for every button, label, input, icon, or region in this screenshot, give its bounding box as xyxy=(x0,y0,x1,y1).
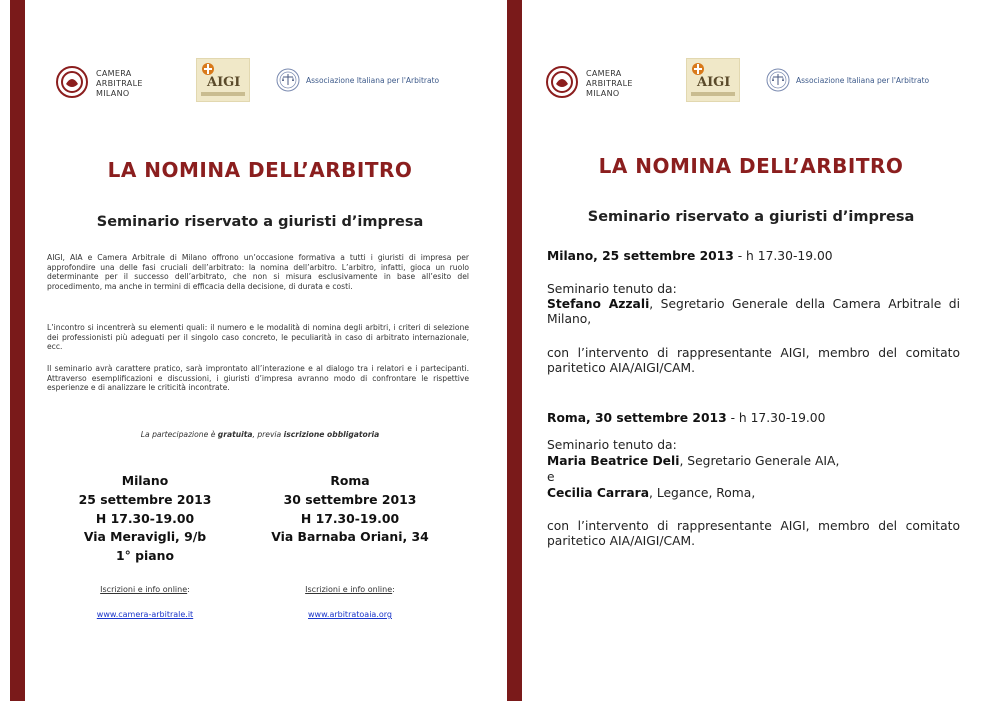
roma-website-link[interactable]: www.arbitratoaia.org xyxy=(308,610,392,619)
deli-line: Maria Beatrice Deli, Segretario Generale AIA, xyxy=(547,454,840,468)
camera-logo-text: CAMERA ARBITRALE MILANO xyxy=(586,69,633,98)
conjunction-e: e xyxy=(547,470,555,484)
participation-note: La partecipazione è gratuita, previa iscrizione obbligatoria xyxy=(140,430,380,439)
camera-seal-icon xyxy=(56,66,88,98)
page-subtitle: Seminario riservato a giuristi d’impresa xyxy=(96,214,424,230)
aigi-logo xyxy=(686,58,740,102)
scales-seal-icon xyxy=(276,68,300,92)
scales-seal-icon xyxy=(766,68,790,92)
aigi-subtext-bar xyxy=(691,92,735,96)
milano-aigi-note: con l’intervento di rappresentante AIGI, membro del comitato paritetico AIA/AIGI/CAM. xyxy=(547,346,960,376)
aigi-wordmark: AIGI xyxy=(207,75,241,90)
camera-arbitrale-logo xyxy=(56,66,216,102)
roma-date-line: Roma, 30 settembre 2013 - h 17.30-19.00 xyxy=(547,411,826,425)
page-title: LA NOMINA DELL’ARBITRO xyxy=(598,154,904,178)
left-page xyxy=(20,0,500,701)
azzali-line: Stefano Azzali, Segretario Generale della Camera Arbitrale di Milano, xyxy=(547,297,961,327)
aigi-emblem-icon xyxy=(200,62,220,76)
roma-venue: Roma 30 settembre 2013 H 17.30-19.00 Via Barnaba Oriani, 34 xyxy=(271,473,429,545)
milano-held-by: Seminario tenuto da: xyxy=(547,282,677,296)
page-subtitle: Seminario riservato a giuristi d’impresa xyxy=(587,209,915,225)
aigi-emblem-icon xyxy=(690,62,710,76)
milano-website-link[interactable]: www.camera-arbitrale.it xyxy=(96,610,194,619)
aigi-subtext-bar xyxy=(201,92,245,96)
aia-logo xyxy=(276,68,466,94)
aia-logo xyxy=(766,68,956,94)
format-paragraph: Il seminario avrà carattere pratico, sarà improntato all’interazione e al dialogo tra i relatori e i partecipanti. Attraverso esemplificazioni e discussioni, i giuristi d’impresa avranno modo di confrontare le rispettive esperienze e di analizzare le criticità incontrate. xyxy=(47,364,469,393)
topics-paragraph: L’incontro si incentrerà su elementi quali: il numero e le modalità di nomina degli arbitri, i criteri di selezione dei professionisti più adeguati per il singolo caso concreto, le peculiarità in caso di arbitrato internazionale, ecc. xyxy=(47,323,469,352)
page-title: LA NOMINA DELL’ARBITRO xyxy=(107,158,413,182)
roma-aigi-note: con l’intervento di rappresentante AIGI, membro del comitato paritetico AIA/AIGI/CAM. xyxy=(547,519,960,549)
logo-row xyxy=(510,58,950,106)
logo-row xyxy=(20,58,460,106)
aigi-wordmark: AIGI xyxy=(697,75,731,90)
right-page xyxy=(510,0,992,701)
aigi-logo xyxy=(196,58,250,102)
milano-signup-label: Iscrizioni e info online: xyxy=(100,585,190,594)
camera-arbitrale-logo xyxy=(546,66,706,102)
carrara-line: Cecilia Carrara, Legance, Roma, xyxy=(547,486,756,500)
milano-venue: Milano 25 settembre 2013 H 17.30-19.00 Via Meravigli, 9/b 1° piano xyxy=(78,473,212,564)
roma-signup-label: Iscrizioni e info online: xyxy=(305,585,395,594)
roma-held-by: Seminario tenuto da: xyxy=(547,438,677,452)
milano-date-line: Milano, 25 settembre 2013 - h 17.30-19.00 xyxy=(547,249,833,263)
aia-name: Associazione Italiana per l'Arbitrato xyxy=(796,76,930,85)
intro-paragraph: AIGI, AIA e Camera Arbitrale di Milano offrono un’occasione formativa a tutti i giuristi di impresa per approfondire una delle fasi cruciali dell’arbitrato: la nomina dell’arbitro. L’arbitro, infatti, gioca un ruolo determinante per il successo dell’arbitrato, che non si misura esclusivamente in base all’esito del procedimento, ma anche in termini di efficacia della decisione, di durata e costi. xyxy=(47,253,469,291)
aia-name: Associazione Italiana per l'Arbitrato xyxy=(306,76,440,85)
camera-logo-text: CAMERA ARBITRALE MILANO xyxy=(96,69,143,98)
camera-seal-icon xyxy=(546,66,578,98)
